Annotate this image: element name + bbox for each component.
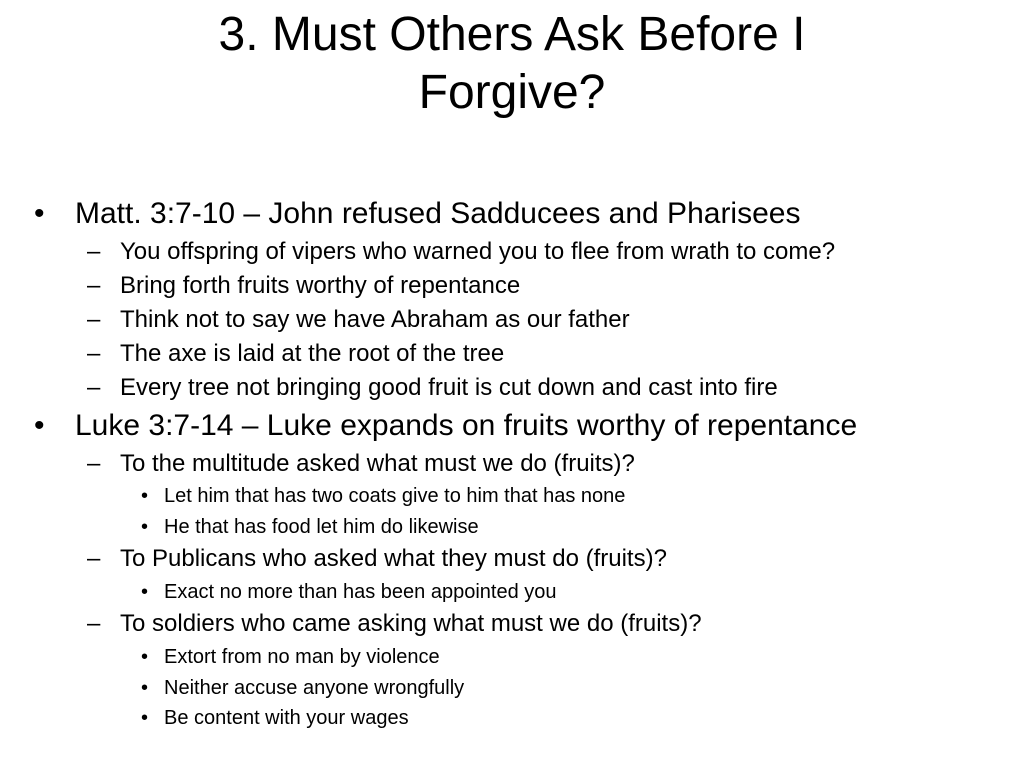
small-bullet-marker: • <box>141 707 149 729</box>
bullet-marker: • <box>34 197 45 230</box>
small-bullet-marker: • <box>141 677 149 699</box>
dash-marker: – <box>87 238 101 265</box>
sub-sub-item-text: Be content with your wages <box>164 707 409 729</box>
sub-item-text: Every tree not bringing good fruit is cut down and cast into fire <box>120 374 778 401</box>
dash-marker: – <box>87 610 101 637</box>
small-bullet-marker: • <box>141 646 149 668</box>
sub-sub-item-text: Exact no more than has been appointed you <box>164 581 557 603</box>
sub-item-text: Bring forth fruits worthy of repentance <box>120 272 521 299</box>
dash-marker: – <box>87 272 101 299</box>
sub-sub-item-text: He that has food let him do likewise <box>164 516 479 538</box>
sub-sub-item-text: Let him that has two coats give to him that has none <box>164 485 626 507</box>
slide-title-line-1: 3. Must Others Ask Before I <box>218 8 806 61</box>
sub-item-text: To Publicans who asked what they must do (fruits)? <box>120 545 667 572</box>
bullet-text: Luke 3:7-14 – Luke expands on fruits worthy of repentance <box>75 409 858 442</box>
sub-item-text: Think not to say we have Abraham as our father <box>120 306 630 333</box>
dash-marker: – <box>87 374 101 401</box>
dash-marker: – <box>87 340 101 367</box>
sub-item-text: You offspring of vipers who warned you to flee from wrath to come? <box>120 238 836 265</box>
sub-item-text: To soldiers who came asking what must we do (fruits)? <box>120 610 702 637</box>
dash-marker: – <box>87 545 101 572</box>
dash-marker: – <box>87 306 101 333</box>
small-bullet-marker: • <box>141 516 149 538</box>
slide-title-line-2: Forgive? <box>418 66 606 119</box>
small-bullet-marker: • <box>141 485 149 507</box>
small-bullet-marker: • <box>141 581 149 603</box>
bullet-marker: • <box>34 409 45 442</box>
sub-sub-item-text: Extort from no man by violence <box>164 646 440 668</box>
sub-sub-item-text: Neither accuse anyone wrongfully <box>164 677 465 699</box>
bullet-text: Matt. 3:7-10 – John refused Sadducees and Pharisees <box>75 197 801 230</box>
dash-marker: – <box>87 450 101 477</box>
sub-item-text: The axe is laid at the root of the tree <box>120 340 505 367</box>
sub-item-text: To the multitude asked what must we do (fruits)? <box>120 450 635 477</box>
